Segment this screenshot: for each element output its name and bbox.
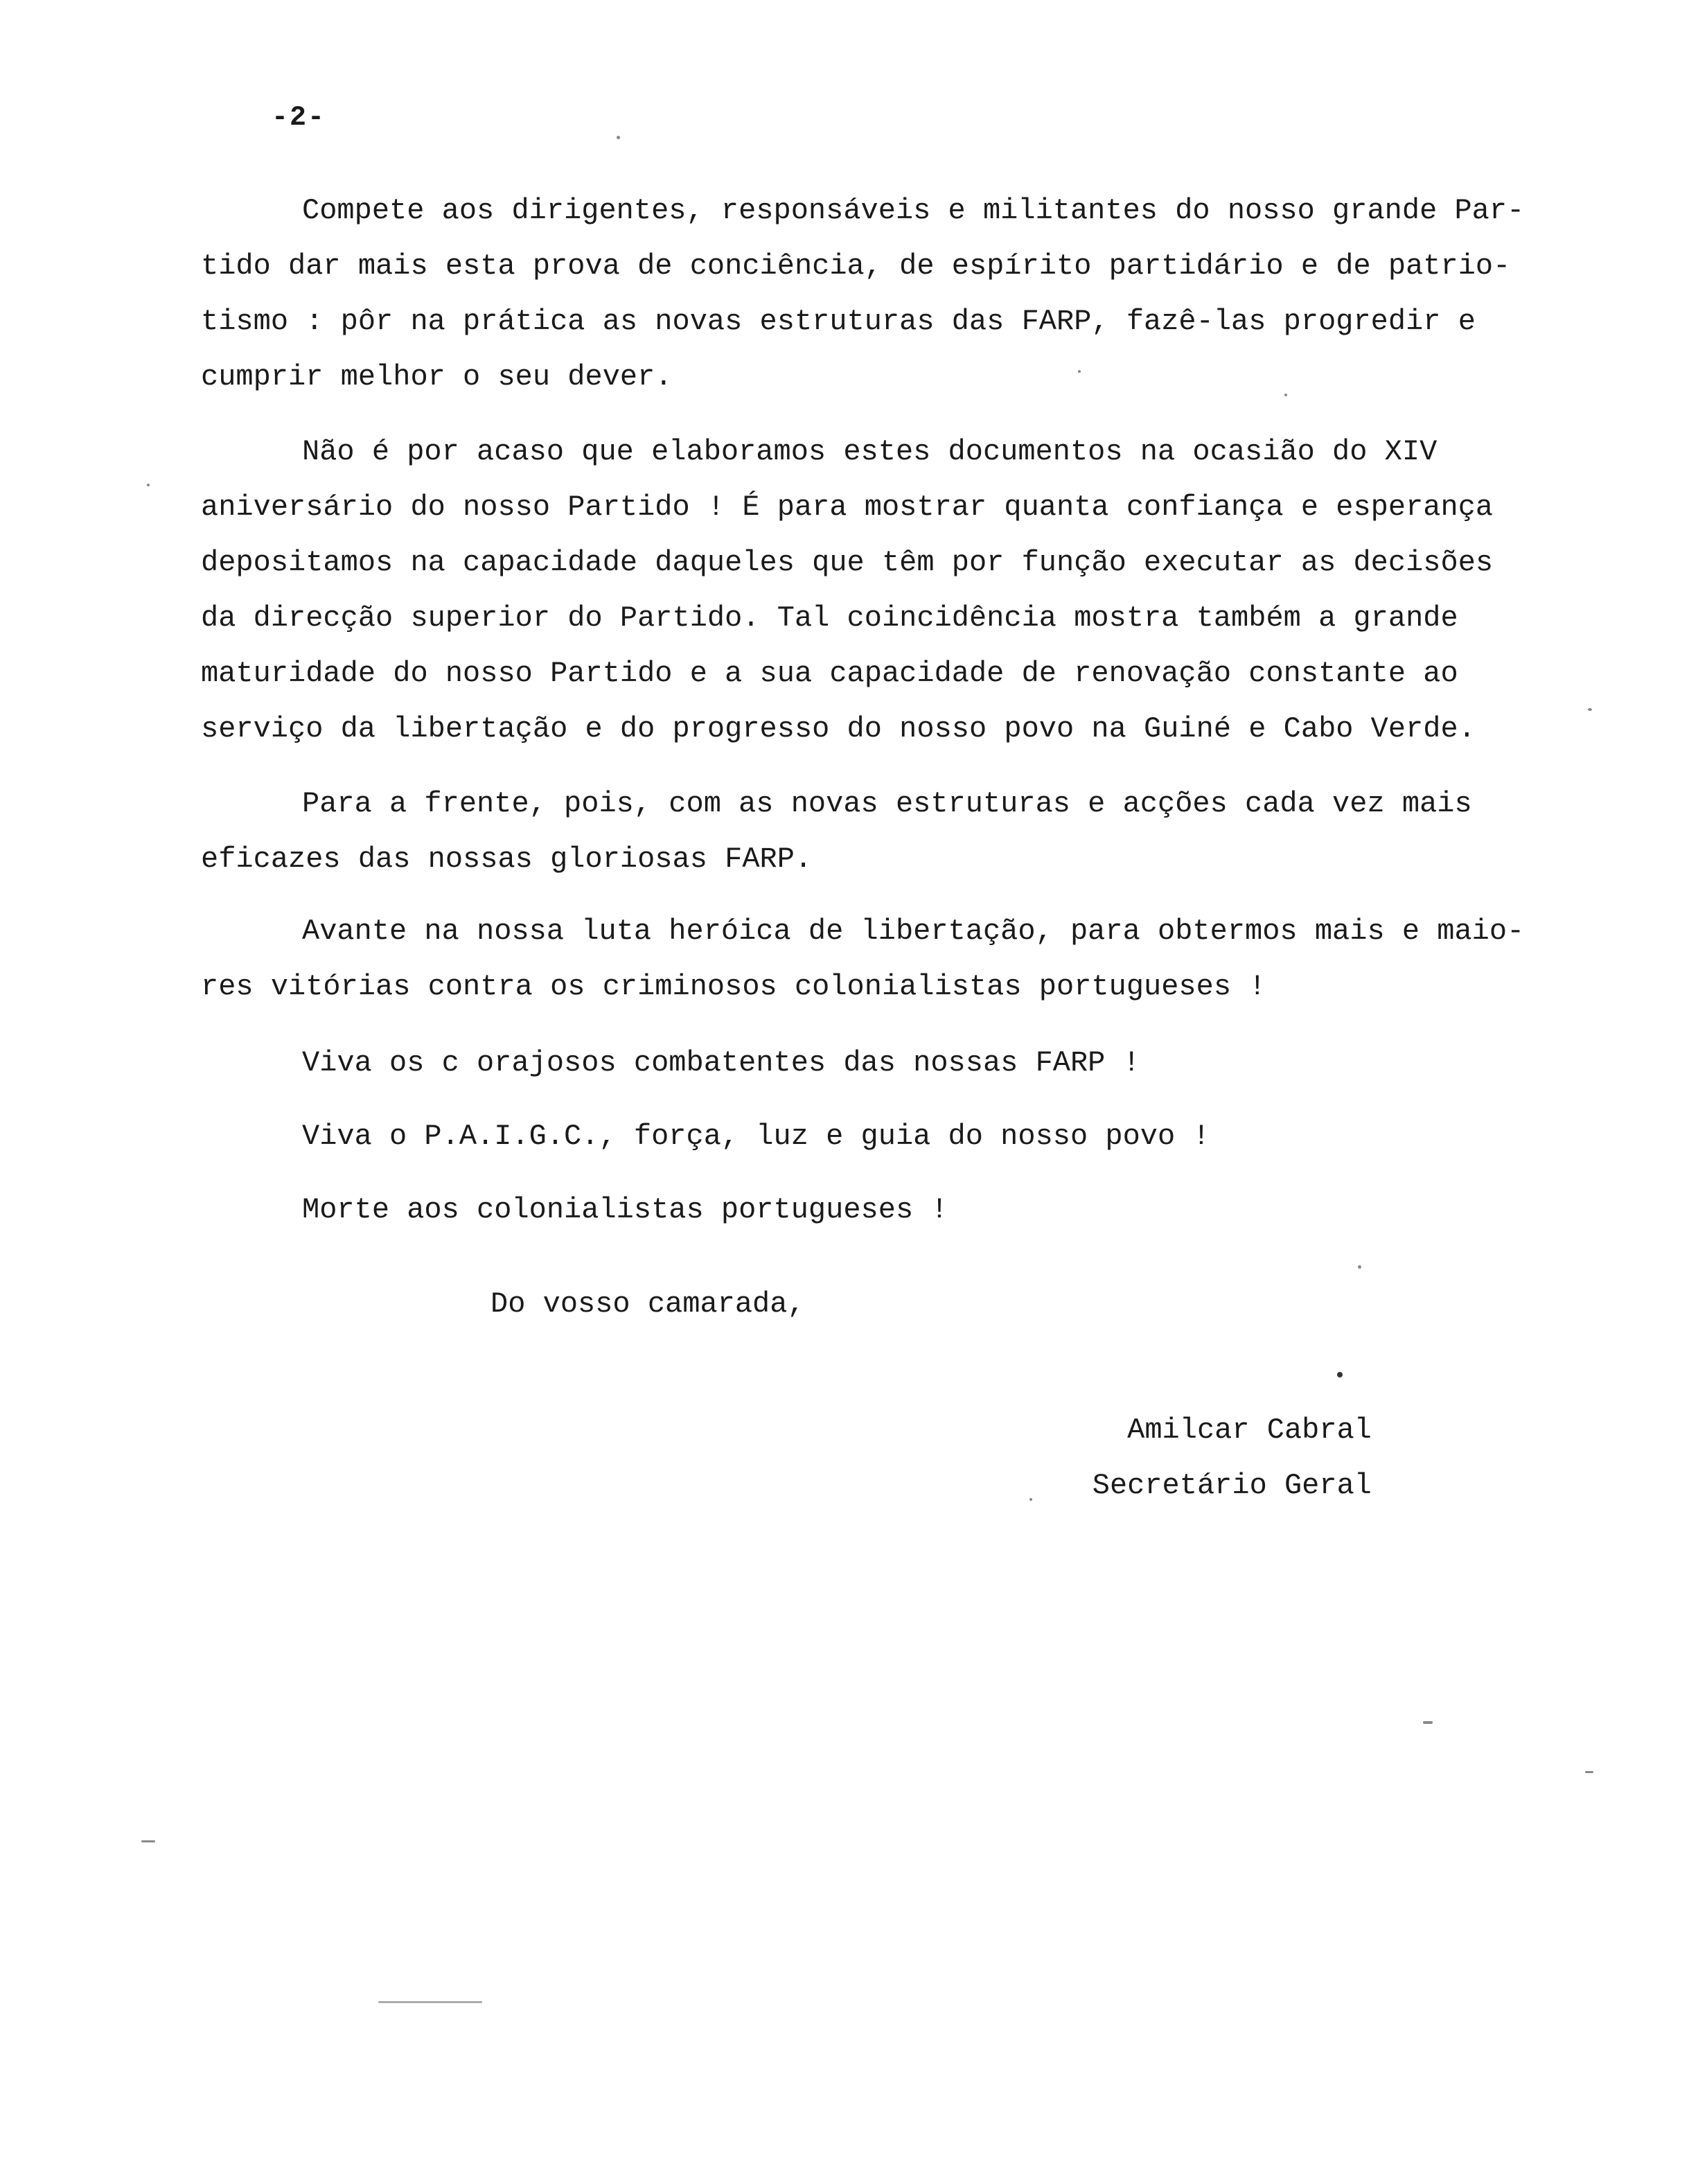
scan-speck [1337, 1372, 1343, 1377]
scan-speck [1078, 370, 1081, 373]
scan-speck [1358, 1265, 1361, 1269]
slogan-2 [201, 1109, 1517, 1164]
paragraph-2 [201, 424, 1517, 757]
paragraph-3 [201, 776, 1517, 887]
signature-block [1039, 1402, 1372, 1513]
page-number: -2- [272, 103, 326, 134]
signatory-title: Secretário Geral [1092, 1469, 1372, 1502]
paragraph-line: tido dar mais esta prova de conciência, de espírito partidário e de patrio- [201, 249, 1511, 283]
scan-speck [378, 2001, 482, 2003]
scan-speck [617, 136, 620, 139]
paragraph-line: eficazes das nossas gloriosas FARP. [201, 843, 813, 876]
paragraph-4 [201, 904, 1525, 1014]
scan-speck [141, 1840, 155, 1842]
scan-speck [1585, 1771, 1593, 1773]
scan-speck [1284, 394, 1287, 396]
paragraph-line: Avante na nossa luta heróica de libertação, para obtermos mais e maio- [302, 915, 1525, 948]
paragraph-line: maturidade do nosso Partido e a sua capacidade de renovação constante ao [201, 657, 1458, 690]
scan-speck [1423, 1721, 1433, 1724]
paragraph-line: aniversário do nosso Partido ! É para mostrar quanta confiança e esperança [201, 491, 1494, 524]
closing-salutation: Do vosso camarada, [490, 1287, 805, 1321]
paragraph-line: Para a frente, pois, com as novas estruturas e acções cada vez mais [302, 787, 1472, 820]
scan-speck [147, 484, 150, 486]
signatory-name: Amilcar Cabral [1127, 1414, 1372, 1447]
paragraph-line: res vitórias contra os criminosos colonialistas portugueses ! [201, 970, 1266, 1003]
paragraph-line: depositamos na capacidade daqueles que têm por função executar as decisões [201, 546, 1494, 579]
paragraph-line: Não é por acaso que elaboramos estes documentos na ocasião do XIV [302, 435, 1438, 468]
paragraph-line: tismo : pôr na prática as novas estruturas das FARP, fazê-las progredir e [201, 305, 1476, 338]
paragraph-line: Compete aos dirigentes, responsáveis e militantes do nosso grande Par- [302, 194, 1525, 227]
slogan-1 [201, 1035, 1517, 1091]
slogan-line: Morte aos colonialistas portugueses ! [302, 1193, 948, 1226]
paragraph-1 [201, 183, 1525, 405]
paragraph-line: da direcção superior do Partido. Tal coincidência mostra também a grande [201, 601, 1458, 635]
paragraph-line: cumprir melhor o seu dever. [201, 360, 673, 394]
paragraph-line: serviço da libertação e do progresso do nosso povo na Guiné e Cabo Verde. [201, 712, 1476, 746]
slogan-line: Viva o P.A.I.G.C., força, luz e guia do nosso povo ! [302, 1120, 1210, 1153]
slogan-3 [201, 1182, 1517, 1238]
slogan-line: Viva os c orajosos combatentes das nossas FARP ! [302, 1046, 1140, 1080]
scan-speck [1029, 1498, 1032, 1501]
scan-speck [1588, 708, 1592, 711]
